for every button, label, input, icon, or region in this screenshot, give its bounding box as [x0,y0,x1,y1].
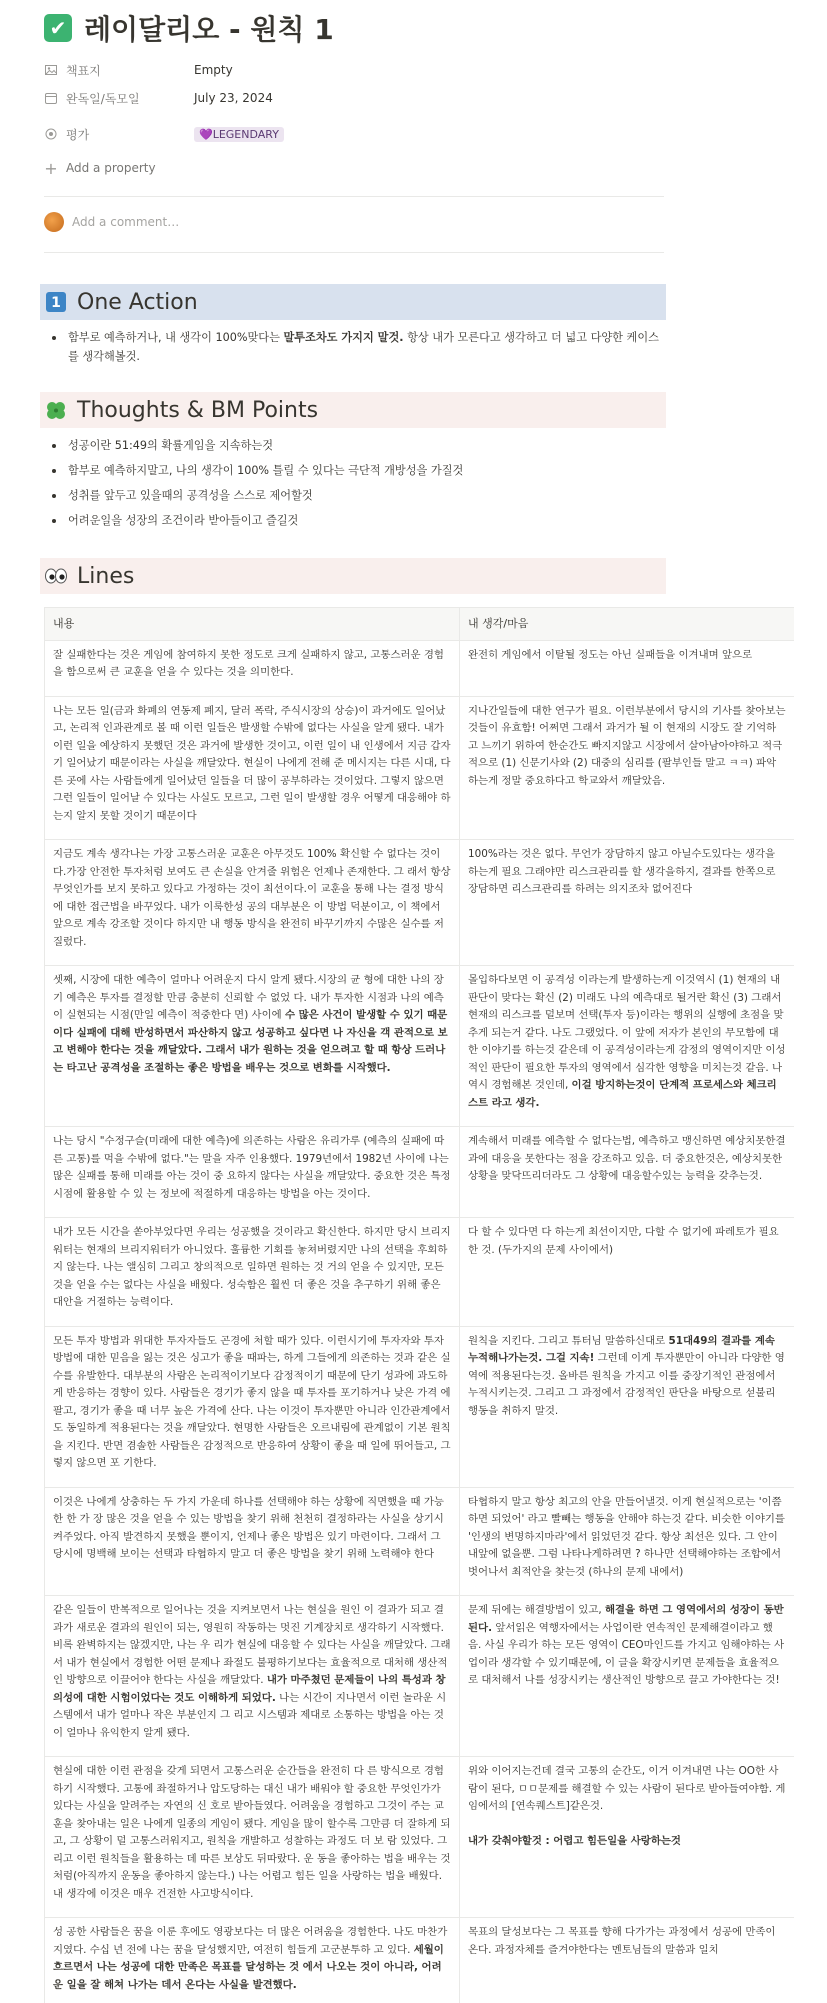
property-label: 책표지 [66,63,101,78]
list-item: 성취를 앞두고 있을때의 공격성을 스스로 제어할것 [44,486,664,505]
table-row [45,640,795,696]
calendar-icon [44,91,58,105]
heading-thoughts [40,392,666,428]
text-run: 셋째, 시장에 대한 예측이 얼마나 어려운지 다시 알게 됐다.시장의 균 형에 대한 나의 장기 예측은 투자를 결정할 만큼 충분히 신뢰할 수 없었 다. 내가 투자한 시점과 나의 예측이 실현되는 시점(만일 예측이 적중한다 면) 사이에 [53,974,444,1021]
text-run: 타협하지 말고 항상 최고의 안을 만들어낼것. 이게 현실적으로는 '이쯤하면 되었어' 라고 빨빼는 행동을 안해야 하는것 같다. 비슷한 이야기를 '인생의 변명하지마라'에서 읽었던것 같다. 항상 최선은 있다. 그 안이 내앞에 없을뿐. 그럼 나타나게하려면 ? 하나만 선택해야하는 조합에서 벗어나서 최적안을 찾는것 (하나의 문제 내에서) [468,1495,785,1578]
cell-thoughts[interactable] [460,1757,795,1918]
text-run: 그런데 이게 투자뿐만이 아니라 다양한 영역에 적용된다는것. 올바른 원칙을 가지고 이를 중장기적인 관점에서 누적시키는것. 그리고 그 과정에서 감정적인 판단을 바탕으로 섣불리 행동을 취하지 말것. [468,1352,785,1417]
image-icon [44,63,58,77]
heading-one-action [40,284,666,320]
text-run: 지금도 계속 생각나는 가장 고통스러운 교훈은 아무것도 100% 확신할 수 없다는 것이다.가장 안전한 투자처럼 보여도 큰 손실을 안겨줄 위험은 언제나 존재한다. 그 래서 항상 무엇인가를 보지 못하고 있다고 가정하는 것이 최선이다.이 교훈을 통해 나는 결정 방식에 대한 접근법을 바꾸었다. 내가 이룩한성 공의 대부분은 이 방법 덕분이고, 이 책에서 앞으로 계속 강조할 것이다 하지만 내 행동 방식을 완전히 바꾸기까지 수많은 실수를 저질렀다. [53,848,451,948]
bold-text: 내가 갖춰야할것 : 어렵고 힘든일을 사랑하는것 [468,1835,681,1847]
text-run: 나는 당시 "수정구슬(미래에 대한 예측)에 의존하는 사람은 유리가루 (예측의 실패에 따른 고통)를 먹을 수밖에 없다."는 말을 자주 인용했다. 1979년에서 1982년 사이에 나는 많은 실패를 통해 미래를 아는 것이 중 요하지 않다는 사실을 깨달았다. 중요한 것은 특정 시점에 활용할 수 있 는 정보에 적절하게 대응하는 방법을 아는 것이다. [53,1135,451,1200]
property-book-cover[interactable] [44,58,233,82]
bold-text: 해결을 하면 그 영역에서의 성장이 동반된다. [468,1604,784,1634]
eyes-icon [44,564,68,588]
cell-content[interactable] [45,840,460,966]
cell-content[interactable] [45,1218,460,1327]
heading-text: Lines [77,563,135,589]
property-value[interactable]: Empty [194,63,233,77]
comment-placeholder: Add a comment… [72,215,180,229]
bold-text: 이걸 방지하는것이 단계적 프로세스와 체크리스트 라고 생각. [468,1079,777,1109]
cell-thoughts[interactable] [460,1326,795,1487]
text-run: 위와 이어지는건데 결국 고통의 순간도, 이거 이겨내면 나는 OO한 사람이 된다, ㅁㅁ문제를 해결할 수 있는 사람이 된다로 받아들여야함. 게임에서의 [연속퀘스트]같은것. [468,1765,786,1812]
text-run: 문제 뒤에는 해결방법이 있고, [468,1604,605,1616]
cell-content[interactable] [45,1487,460,1596]
cell-content[interactable] [45,1596,460,1757]
add-property-label: Add a property [66,161,156,175]
table-body [45,640,795,2003]
cell-thoughts[interactable] [460,1487,795,1596]
text-run: 내가 모든 시간을 쏟아부었다면 우리는 성공했을 것이라고 확신한다. 하지만 당시 브리지워터는 현재의 브리지워터가 아니었다. 훌륭한 기회를 놓쳐버렸지만 나의 선택을 후회하지 않는다. 나는 앨심히 그리고 창의적으로 일하면 원하는 것 거의 얻을 수 있지만, 모든 것을 얻을 수는 없다는 사실을 배웠다. 성숙함은 훨씬 더 좋은 것을 추구하기 위해 좋은 대안을 거절하는 능력이다. [53,1226,451,1308]
cell-thoughts[interactable] [460,1218,795,1327]
cell-thoughts[interactable] [460,696,795,840]
table-row [45,1218,795,1327]
text-run: 함부로 예측하거나, 내 생각이 100%맞다는 [68,331,284,344]
table-row [45,696,795,840]
status-icon [44,127,58,141]
bold-text: 말투조차도 가지지 말것. [283,331,404,344]
divider [44,252,664,253]
text-run: 목표의 달성보다는 그 목표를 향해 다가가는 과정에서 성공에 만족이 온다. 과정자체를 즐겨야한다는 멘토님들의 말씀과 일치 [468,1926,776,1956]
cell-thoughts[interactable] [460,966,795,1127]
lines-table-container [44,607,794,2003]
bold-text: 수 많은 사건이 발생할 수 있기 때문이다 실패에 대해 반성하면서 파산하지 않고 성공하고 싶다면 나 자신을 객 관적으로 보고 변해야 한다는 것을 깨달았다. 그래서 내가 원하는 것을 얻으려고 할 때 항상 드러나는 타고난 공격성을 조절하는 좋은 방법을 배우는 것으로 변화를 시작했다. [53,1009,448,1074]
table-header-row [45,608,795,641]
cell-content[interactable] [45,696,460,840]
cell-content[interactable] [45,966,460,1127]
text-run: 100%라는 것은 없다. 무언가 장담하지 않고 아닐수도있다는 생각을 하는게 필요 그래야만 리스크관리를 할 생각을하지, 결과를 한쪽으로 장담하면 리스크관리를 하려는 의지조차 없어진다 [468,848,776,895]
table-row [45,1596,795,1757]
cell-content[interactable] [45,1127,460,1218]
property-label: 평가 [66,127,90,142]
bold-text: 내가 마주쳤던 문제들이 나의 특성과 창의성에 대한 시험이었다는 것도 이해하게 되었다. [53,1674,446,1704]
list-item: 어려운일을 성장의 조건이라 받아들이고 즐길것 [44,511,664,530]
property-finish-date[interactable] [44,86,273,110]
cell-thoughts[interactable] [460,1596,795,1757]
text-run: 나는 모든 일(금과 화폐의 연동제 폐지, 달러 폭락, 주식시장의 상승)이 과거에도 일어났고, 논리적 인과관계로 볼 때 이런 일들은 발생할 수밖에 없다는 사실을 알게 됐다. 내가 이런 일을 예상하지 못했던 것은 과거에 발생한 것이고, 이런 일이 내 인생에서 지금 갑자기 일어났기 때문이라는 사실을 깨달았다. 현실이 나에게 전해 준 메시지는 다른 시대, 다른 곳에 사는 사람들에게 일어났던 일들을 더 많이 공부하라는 것이었다. 그렇지 않으면 그런 일들이 일어날 수 있다는 사실도 모르고, 그런 일이 발생할 경우 어떻게 대응해야 하는지 알지 못할 것이기 때문이다 [53,704,451,822]
text-run: 몰입하다보면 이 공격성 이라는게 발생하는게 이것역시 (1) 현재의 내 판단이 맞다는 확신 (2) 미래도 나의 예측대로 될거란 확신 (3) 그래서 현재의 리스크를 덜보며 선택(투자 등)이라는 행위의 실행에 초점을 맞추게 되는거 같다. 나도 그랬었다. 이 앞에 저자가 본인의 무모함에 대한 이야기를 하는것 같은데 이 공격성이라는게 감정의 영역이지만 이성적인 판단이 필요한 투자의 영역에서 심각한 영향을 미치는것 같음. 나 역시 경험해본 것인데, [468,974,786,1091]
table-row [45,1487,795,1596]
text-run: 항상 내가 모른다고 생각하고 더 넓고 다양한 케이스를 생각해볼것. [68,331,659,363]
text-run: 다 할 수 있다면 다 하는게 최선이지만, 다할 수 없기에 파레토가 필요한 것. (두가지의 문제 사이에서) [468,1226,779,1256]
text-run: 모든 투자 방법과 위대한 투자자들도 곤경에 처할 때가 있다. 이런시기에 투자자와 투자 방법에 대한 믿음을 잃는 것은 싱고가 좋을 때파는, 하게 그들에게 의존하는 것과 같은 실수를 유발한다. 대부분의 사람은 논리적이기보다 감정적이기 때문에 단기 성과에 과도하게 반응하는 경향이 있다. 사람들은 경기가 좋지 않을 때 투자를 포기하거나 낮은 가격 에 팔고, 경기가 좋을 때 너무 높은 가격에 산다. 나는 이것이 투자뿐만 아니라 인간관계에서도 동일하게 적용된다는 것을 깨달았다. 현명한 사람들은 오르내림에 관계없이 기본 원칙을 지킨다. 반면 겸솔한 사람들은 감정적으로 반응하여 상황이 좋을 때 일에 뛰어들고, 그렇지 않으면 포 기한다. [53,1334,451,1469]
text-run: 현실에 대한 이런 관점을 갖게 되면서 고통스러운 순간들을 완전히 다 른 방식으로 경험하기 시작했다. 고통에 좌절하거나 압도당하는 대신 내가 배워야 할 중요한 무엇인가가 있다는 사실을 알려주는 자연의 신 호로 받아들였다. 어려움을 경험하고 그것이 주는 교훈을 찾아내는 일은 나에게 일종의 게임이 됐다. 게임을 많이 할수록 그만큼 더 잘하게 되고, 그 상황이 덜 고통스러워지고, 원칙을 개발하고 성찰하는 과정도 더 보 람 있었다. 그리고 이런 원칙들을 활용하는 데 따른 보상도 뒤따랐다. 운 동을 좋아하는 법을 배우는 것처럼(아직까지 운동을 좋아하지 않는다.) 나는 어렵고 힘든 일을 사랑하는 법을 배웠다. 내 생각에 이것은 매우 건전한 사고방식이다. [53,1765,451,1900]
keycap-one-icon [44,290,68,314]
property-label: 완독일/독모일 [66,91,140,106]
cell-content[interactable] [45,640,460,696]
divider [44,196,664,197]
cell-content[interactable] [45,1918,460,2003]
table-row [45,1918,795,2003]
rating-badge[interactable]: 💜LEGENDARY [194,127,284,142]
cell-thoughts[interactable] [460,1918,795,2003]
text-run: 이것은 나에게 상충하는 두 가지 가운데 하나를 선택해야 하는 상황에 직면했을 때 가능한 한 가 장 많은 것을 얻을 수 있는 방법을 찾기 위해 천천히 결정하라는 사실을 상기시켜주었다. 아직 발견하지 못했을 뿐이지, 언제나 좋은 방법은 있기 마련이다. 그래서 그 당시에 명백해 보이는 선택과 타협하지 말고 더 좋은 방법을 찾기 위해 노력해야 한다 [53,1495,444,1560]
add-property-button[interactable] [44,156,156,180]
plus-icon: + [44,158,58,178]
table-row [45,840,795,966]
cell-thoughts[interactable] [460,640,795,696]
heading-lines [40,558,666,594]
column-header-thoughts[interactable]: 내 생각/마음 [460,608,795,641]
cell-content[interactable] [45,1326,460,1487]
text-run: 지나간일들에 대한 연구가 필요. 이런부분에서 당시의 기사를 찾아보는것들이 유효함! 어쩌면 그래서 과거가 될 이 현재의 시장도 잘 기억하고 느끼기 위하여 한순간도 빠지지않고 시장에서 살아남아야하고 적극적으로 (1) 신문기사와 (2) 대중의 심리를 (팔부인들 말고 ㅋㅋ) 파악하는게 정말 중요하다고 학교와서 깨달았음. [468,704,786,787]
text-run: 성 공한 사람들은 꿈을 이룬 후에도 영광보다는 더 많은 어려움을 경험한다. 나도 마찬가지였다. 수십 년 전에 나는 꿈을 달성했지만, 여전히 힘들게 고군분투하 고 있다. [53,1926,448,1956]
svg-text:1: 1 [51,295,61,311]
column-header-content[interactable]: 내용 [45,608,460,641]
table-row [45,966,795,1127]
table-row [45,1326,795,1487]
property-value[interactable]: July 23, 2024 [194,91,273,105]
text-run: 앞서읽은 역행자에서는 사업이란 연속적인 문제해결이라고 했음. 사실 우리가 하는 모든 영역이 CEO마인드를 가지고 임해야하는 사업이라 생각할 수 있기때문에, 이 글을 확장시키면 문제들을 효율적으로 대처해서 나를 성장시키는 생산적인 방향으로 끌고 가야한다는 것! [468,1621,784,1686]
shamrock-icon [44,398,68,422]
cell-thoughts[interactable] [460,1127,795,1218]
list-item [44,328,664,366]
user-avatar [44,212,64,232]
text-run: 원칙을 지킨다. 그리고 튜터님 말씀하신대로 [468,1334,669,1347]
cell-content[interactable] [45,1757,460,1918]
text-run: 완전히 게임에서 이탈될 정도는 아닌 실패들을 이겨내며 앞으로 [468,648,753,661]
list-item: 성공이란 51:49의 확률게임을 지속하는것 [44,436,664,455]
thoughts-list [44,436,664,536]
table-row [45,1127,795,1218]
text-run: 같은 일들이 반복적으로 일어나는 것을 지켜보면서 나는 현실을 원인 이 결과가 되고 결과가 새로운 결과의 원인이 되는, 영원히 작동하는 멋진 기계장치로 생각하기 시작했다. 비록 완벽하지는 않겠지만, 나는 우 리가 현실에 대응할 수 있다는 사실을 깨달았다. 그래서 내가 현실에서 경험한 어떤 문제나 좌절도 불평하기보다는 효율적으로 대처해 생산적 인 방향으로 이끌어야 한다는 사실을 깨달았다. [53,1604,451,1686]
check-mark-button-icon: ✔ [44,14,72,42]
property-rating[interactable] [44,122,284,146]
cell-thoughts[interactable] [460,840,795,966]
heading-text: One Action [77,289,198,315]
bold-text: 세월이 흐르면서 나는 성공에 대한 만족은 목표를 달성하는 것 에서 나오는 것이 아니라, 어려운 일을 잘 해쳐 나가는 데서 온다는 사실을 발견했다. [53,1943,444,1991]
table-row [45,1757,795,1918]
text-run: 나는 시간이 지나면서 이런 놀라운 시스템에서 내가 얼마나 작은 부분인지 그 리고 시스템과 제대로 소통하는 방법을 아는 것이 얼마나 유익한지 알게 됐다. [53,1691,447,1739]
comment-input[interactable] [44,212,179,232]
page-title-text: 레이달리오 - 원칙 1 [84,13,334,46]
heading-text: Thoughts & BM Points [77,397,319,423]
one-action-list [44,328,664,372]
list-item: 함부로 예측하지말고, 나의 생각이 100% 틀릴 수 있다는 극단적 개방성을 가질것 [44,461,664,480]
bold-text: 51대49의 결과를 계속 누적해나가는것. 그걸 지속! [468,1334,775,1364]
page-title [44,6,334,50]
lines-table [44,607,794,2003]
text-run: 잘 실패한다는 것은 게임에 참여하지 못한 정도로 크게 실패하지 않고, 고통스러운 경험을 함으로써 큰 교훈을 얻을 수 있다는 것을 의미한다. [53,648,444,678]
text-run: 계속해서 미래를 예측할 수 없다는법, 예측하고 맹신하면 예상치못한결과에 대응을 못한다는 점을 강조하고 있음. 더 중요한것은, 예상치못한 상황을 맞닥뜨리더라도 그 상황에 대응할수있는 능력을 갖추는것. [468,1135,786,1182]
